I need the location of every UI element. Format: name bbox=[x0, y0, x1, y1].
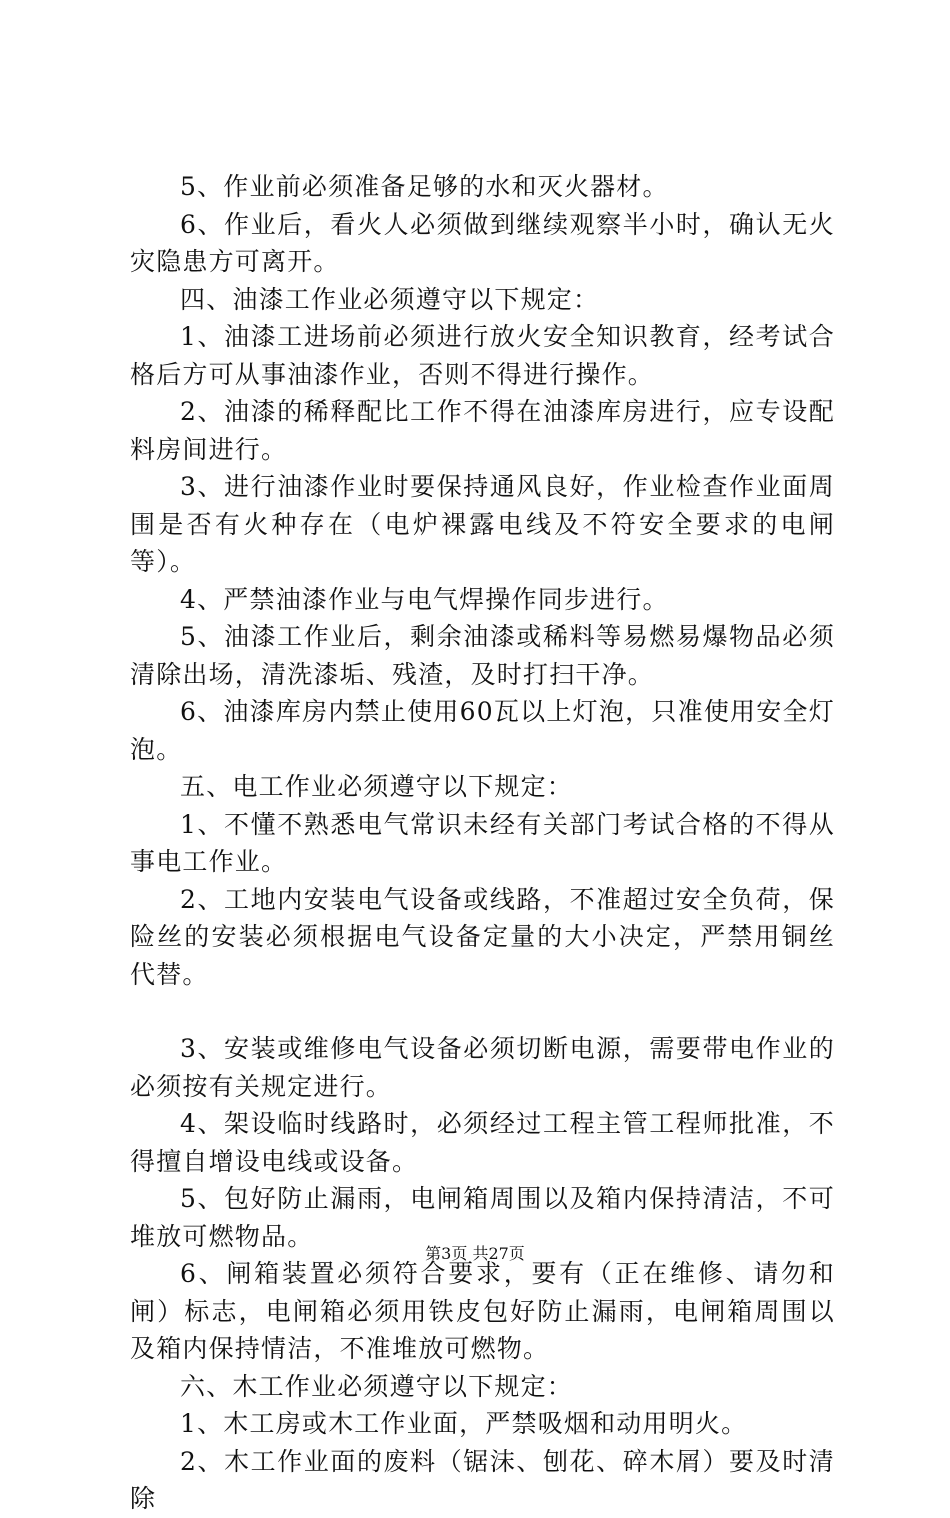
paragraph: 3、进行油漆作业时要保持通风良好，作业检查作业面周围是否有火种存在（电炉裸露电线及不符安全要求的电闸等）。 bbox=[130, 472, 835, 576]
paragraph: 4、严禁油漆作业与电气焊操作同步进行。 bbox=[180, 584, 669, 614]
paragraph: 3、安装或维修电气设备必须切断电源，需要带电作业的必须按有关规定进行。 bbox=[130, 1034, 835, 1101]
paragraph: 5、作业前必须准备足够的水和灭火器材。 bbox=[180, 172, 669, 201]
paragraph: 1、不懂不熟悉电气常识未经有关部门考试合格的不得从事电工作业。 bbox=[130, 809, 835, 876]
paragraph: 1、油漆工进场前必须进行放火安全知识教育，经考试合格后方可从事油漆作业，否则不得进行操作。 bbox=[130, 322, 835, 389]
section-heading: 六、木工作业必须遵守以下规定： bbox=[180, 1371, 574, 1401]
paragraph: 5、包好防止漏雨，电闸箱周围以及箱内保持清洁，不可堆放可燃物品。 bbox=[130, 1184, 835, 1251]
paragraph: 6、作业后，看火人必须做到继续观察半小时，确认无火灾隐患方可离开。 bbox=[130, 209, 835, 276]
document-body bbox=[130, 168, 835, 1518]
paragraph: 6、油漆库房内禁止使用60瓦以上灯泡，只准使用安全灯泡。 bbox=[130, 697, 835, 764]
section-heading: 五、电工作业必须遵守以下规定： bbox=[180, 772, 574, 801]
paragraph: 5、油漆工作业后，剩余油漆或稀料等易燃易爆物品必须清除出场，清洗漆垢、残渣，及时打扫干净。 bbox=[130, 622, 835, 689]
paragraph: 6、闸箱装置必须符合要求，要有（正在维修、请勿和闸）标志，电闸箱必须用铁皮包好防止漏雨，电闸箱周围以及箱内保持情洁，不准堆放可燃物。 bbox=[130, 1259, 835, 1363]
section-heading: 四、油漆工作业必须遵守以下规定： bbox=[180, 284, 600, 314]
paragraph: 2、木工作业面的废料（锯沫、刨花、碎木屑）要及时清除 bbox=[130, 1446, 835, 1513]
paragraph: 2、工地内安装电气设备或线路，不准超过安全负荷，保险丝的安装必须根据电气设备定量的大小决定，严禁用铜丝代替。 bbox=[130, 884, 835, 989]
paragraph: 1、木工房或木工作业面，严禁吸烟和动用明火。 bbox=[180, 1409, 748, 1438]
paragraph: 2、油漆的稀释配比工作不得在油漆库房进行，应专设配料房间进行。 bbox=[130, 397, 835, 464]
page-number-footer: 第3页 共27页 bbox=[425, 1244, 525, 1263]
paragraph: 4、架设临时线路时，必须经过工程主管工程师批准，不得擅自增设电线或设备。 bbox=[130, 1109, 835, 1176]
